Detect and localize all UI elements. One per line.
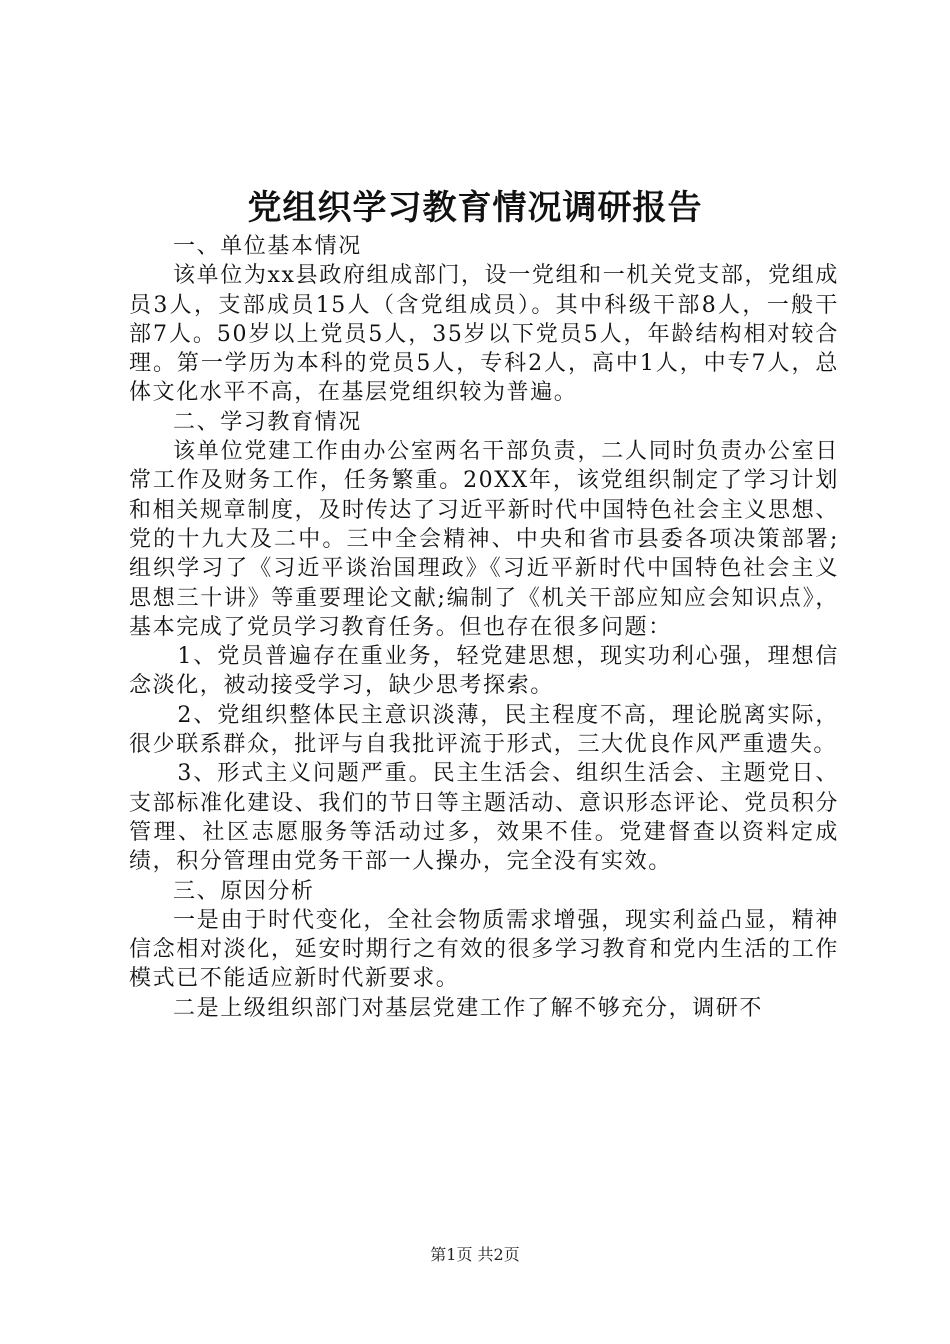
paragraph-basic-info: 该单位为xx县政府组成部门，设一党组和一机关党支部，党组成员3人，支部成员15人（含党组成员）。其中科级干部8人，一般干部7人。50岁以上党员5人，35岁以下党员5人，年龄结构相对较合理。第一学历为本科的党员5人，专科2人，高中1人，中专7人，总体文化水平不高，在基层党组织较为普遍。 [129,263,839,406]
document-body [129,232,839,1023]
page-footer: 第1页 共2页 [430,1245,520,1264]
paragraph-cause-2: 二是上级组织部门对基层党建工作了解不够充分，调研不 [173,995,764,1021]
section-heading-basic-info: 一、单位基本情况 [173,234,362,259]
paragraph-study-education: 该单位党建工作由办公室两名干部负责，二人同时负责办公室日常工作及财务工作，任务繁重。20XX年，该党组织制定了学习计划和相关规章制度，及时传达了习近平新时代中国特色社会主义思想、党的十九大及二中。三中全会精神、中央和省市县委各项决策部署;组织学习了《习近平谈治国理政》《习近平新时代中国特色社会主义思想三十讲》等重要理论文献;编制了《机关干部应知应会知识点》，基本完成了党员学习教育任务。但也存在很多问题： [129,439,839,640]
section-heading-cause-analysis: 三、原因分析 [173,878,315,904]
section-heading-study-education: 二、学习教育情况 [173,409,362,435]
document-title: 党组织学习教育情况调研报告 [247,188,703,228]
list-item-problem-2: 2、党组织整体民主意识淡薄，民主程度不高，理论脱离实际，很少联系群众，批评与自我批评流于形式，三大优良作风严重遗失。 [129,702,839,758]
list-item-problem-1: 1、党员普遍存在重业务，轻党建思想，现实功利心强，理想信念淡化，被动接受学习，缺少思考探索。 [129,644,839,699]
list-item-problem-3: 3、形式主义问题严重。民主生活会、组织生活会、主题党日、支部标准化建设、我们的节日等主题活动、意识形态评论、党员积分管理、社区志愿服务等活动过多，效果不佳。党建督查以资料定成绩，积分管理由党务干部一人操办，完全没有实效。 [129,761,839,875]
paragraph-cause-1: 一是由于时代变化，全社会物质需求增强，现实利益凸显，精神信念相对淡化，延安时期行之有效的很多学习教育和党内生活的工作模式已不能适应新时代新要求。 [129,907,839,992]
